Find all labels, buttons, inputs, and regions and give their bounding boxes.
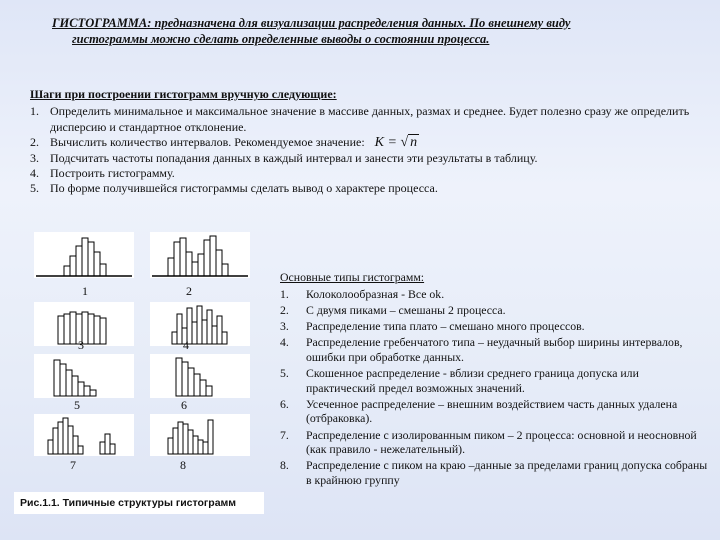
type-text: Распределение с пиком на краю –данные за пределами границ допуска собраны в крайнюю группу <box>306 458 708 487</box>
histogram-6-drawing <box>150 354 250 398</box>
histogram-4-thumb <box>150 302 250 346</box>
type-text: Распределение типа плато – смешано много процессов. <box>306 318 585 333</box>
type-item <box>280 458 710 487</box>
types-list <box>280 287 710 488</box>
page-title <box>52 15 672 47</box>
histogram-2-thumb <box>150 232 250 278</box>
step-item <box>30 104 700 135</box>
histogram-figure <box>26 232 266 517</box>
step-item <box>30 151 700 166</box>
type-item <box>280 428 710 457</box>
step-number: 5. <box>30 181 39 196</box>
histogram-1-thumb <box>34 232 134 278</box>
step-text: Вычислить количество интервалов. Рекомендуемое значение: <box>50 135 365 150</box>
histogram-6-thumb <box>150 354 250 398</box>
type-number: 6. <box>280 396 289 411</box>
histogram-3-thumb <box>34 302 134 346</box>
histogram-4-drawing <box>150 302 250 346</box>
histogram-label: 5 <box>74 398 80 412</box>
histogram-3-drawing <box>34 302 134 346</box>
figure-caption: Рис.1.1. Типичные структуры гистограмм <box>14 492 264 514</box>
steps-heading: Шаги при построении гистограмм вручную следующие: <box>30 87 337 101</box>
type-number: 1. <box>280 286 289 301</box>
type-text: Скошенное распределение - вблизи среднего граница допуска или практический предел возможных значений. <box>306 365 639 395</box>
interval-count-formula: K = √ n <box>374 135 418 151</box>
type-item <box>280 287 710 302</box>
histogram-1-drawing <box>34 232 134 278</box>
title-line-2: гистограммы можно сделать определенные выводы о состоянии процесса. <box>72 32 490 46</box>
histogram-5-thumb <box>34 354 134 398</box>
type-text: Распределение с изолированным пиком – 2 процесса: основной и неосновной (как правило - нежелательный). <box>306 427 697 457</box>
histogram-7-thumb <box>34 414 134 456</box>
types-heading: Основные типы гистограмм: <box>280 270 425 284</box>
title-line-1: ГИСТОГРАММА: предназначена для визуализации распределения данных. По внешнему виду <box>52 16 571 30</box>
type-text: Усеченное распределение – внешним воздействием часть данных удалена (отбраковка). <box>306 396 678 426</box>
type-item <box>280 335 710 364</box>
histogram-2-drawing <box>150 232 250 278</box>
histogram-8-drawing <box>150 414 250 456</box>
histogram-label: 8 <box>180 458 186 472</box>
histogram-label: 4 <box>183 338 189 352</box>
histogram-types-section <box>280 270 710 489</box>
type-number: 3. <box>280 318 289 333</box>
step-text: По форме получившейся гистограммы сделать вывод о характере процесса. <box>50 181 438 196</box>
histogram-label: 2 <box>186 284 192 298</box>
formula-radicand: n <box>410 135 418 151</box>
step-item <box>30 135 700 150</box>
type-text: Распределение гребенчатого типа – неудачный выбор ширины интервалов, ошибки при обработке данных. <box>306 335 683 364</box>
step-number: 4. <box>30 166 39 181</box>
step-text: Подсчитать частоты попадания данных в каждый интервал и занести эти результаты в таблицу. <box>50 150 538 165</box>
type-number: 4. <box>280 335 289 350</box>
type-item <box>280 303 710 318</box>
steps-section <box>30 87 700 197</box>
type-number: 2. <box>280 302 289 317</box>
histogram-7-drawing <box>34 414 134 456</box>
type-item <box>280 397 710 426</box>
type-number: 7. <box>280 427 289 442</box>
type-number: 5. <box>280 365 289 380</box>
type-text: С двумя пиками – смешаны 2 процесса. <box>306 302 506 317</box>
step-item <box>30 166 700 181</box>
step-number: 1. <box>30 104 39 119</box>
histogram-label: 3 <box>78 338 84 352</box>
step-number: 2. <box>30 135 39 150</box>
histogram-label: 1 <box>82 284 88 298</box>
type-item <box>280 366 710 395</box>
step-text: Построить гистограмму. <box>50 166 175 181</box>
histogram-8-thumb <box>150 414 250 456</box>
type-text: Колоколообразная - Все ok. <box>306 286 445 301</box>
histogram-label: 6 <box>181 398 187 412</box>
steps-list <box>30 104 700 196</box>
type-item <box>280 319 710 334</box>
step-text: Определить минимальное и максимальное значение в массиве данных, размах и среднее. Будет полезно сразу же определить дисперсию и стандартное отклонение. <box>50 104 690 134</box>
histogram-5-drawing <box>34 354 134 398</box>
formula-lhs: K = <box>374 135 397 151</box>
type-number: 8. <box>280 458 289 473</box>
step-item <box>30 181 700 196</box>
histogram-label: 7 <box>70 458 76 472</box>
step-number: 3. <box>30 150 39 165</box>
